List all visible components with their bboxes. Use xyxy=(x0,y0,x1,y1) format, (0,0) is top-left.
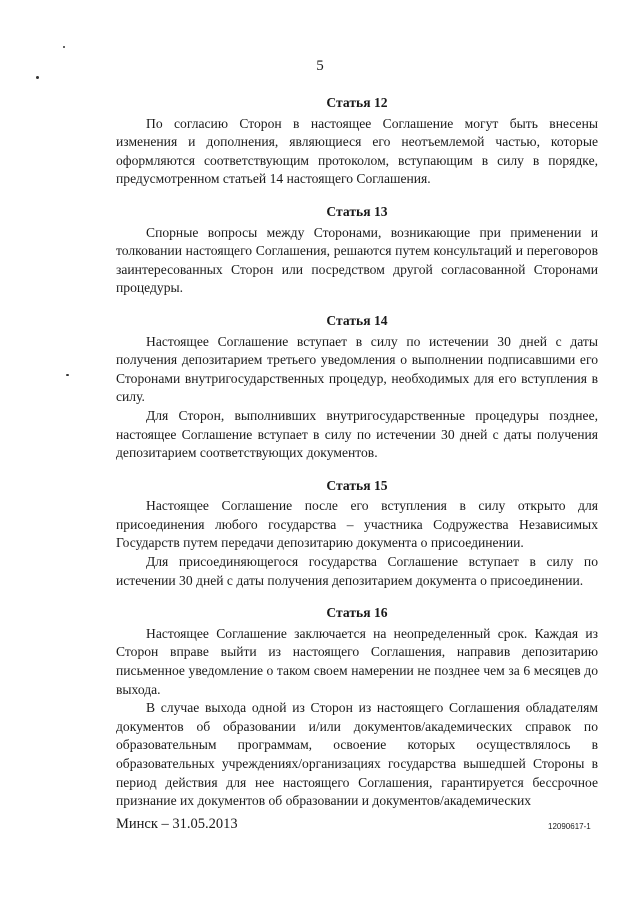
article-heading: Статья 14 xyxy=(326,312,388,328)
article-paragraph: Настоящее Соглашение вступает в силу по истечении 30 дней с даты получения депозитарием третьего уведомления о выполнении подписавшими его Сторонами внутригосударственных процедур, необходимых для его вступления в силу. xyxy=(116,333,598,405)
footer-place-date: Минск – 31.05.2013 xyxy=(116,816,238,832)
article-paragraph: Для присоединяющегося государства Соглашение вступает в силу по истечении 30 дней с даты получения депозитарием документа о присоединении. xyxy=(116,554,598,588)
article-14 xyxy=(116,312,598,463)
article-heading: Статья 13 xyxy=(326,203,388,219)
scan-speck xyxy=(63,46,65,48)
footer-doc-code: 12090617-1 xyxy=(548,822,591,831)
article-paragraph: Для Сторон, выполнивших внутригосударственные процедуры позднее, настоящее Соглашение вступает в силу по истечении 30 дней с даты получения депозитарием соответствующих документов. xyxy=(116,407,598,461)
article-heading: Статья 12 xyxy=(326,95,388,110)
article-heading: Статья 15 xyxy=(326,477,388,493)
article-13 xyxy=(116,203,598,298)
page-number: 5 xyxy=(316,58,324,74)
article-16 xyxy=(116,604,598,811)
article-paragraph: Спорные вопросы между Сторонами, возникающие при применении и толковании настоящего Соглашения, решаются путем консультаций и переговоров заинтересованных Сторон или посредством другой согласованной Сторонами процедуры. xyxy=(116,224,598,296)
article-paragraph: Настоящее Соглашение заключается на неопределенный срок. Каждая из Сторон вправе выйти из настоящего Соглашения, направив депозитарию письменное уведомление о таком своем намерении не позднее чем за 6 месяцев до выхода. xyxy=(116,625,598,697)
scan-speck xyxy=(66,374,69,376)
article-heading: Статья 16 xyxy=(326,605,388,621)
scan-speck xyxy=(36,76,39,79)
article-15 xyxy=(116,477,598,591)
article-paragraph: Настоящее Соглашение после его вступления в силу открыто для присоединения любого государства – участника Содружества Независимых Государств путем передачи депозитарию документа о присоединении. xyxy=(116,498,598,551)
article-paragraph: По согласию Сторон в настоящее Соглашение могут быть внесены изменения и дополнения, являющиеся его неотъемлемой частью, которые оформляются соответствующим протоколом, вступающим в силу в порядке, предусмотренном статьей 14 настоящего Соглашения. xyxy=(116,115,598,187)
document-body xyxy=(116,94,598,811)
article-12 xyxy=(116,94,598,189)
article-paragraph: В случае выхода одной из Сторон из настоящего Соглашения обладателям документов об образовании и/или документов/академических справок по образовательным программам, освоение которых осуществлялось в образовательных учреждениях/организациях государства вышедшей Стороны в период действия для нее настоящего Соглашения, гарантируется бессрочное признание их документов об образовании и документов/академических xyxy=(116,700,598,809)
